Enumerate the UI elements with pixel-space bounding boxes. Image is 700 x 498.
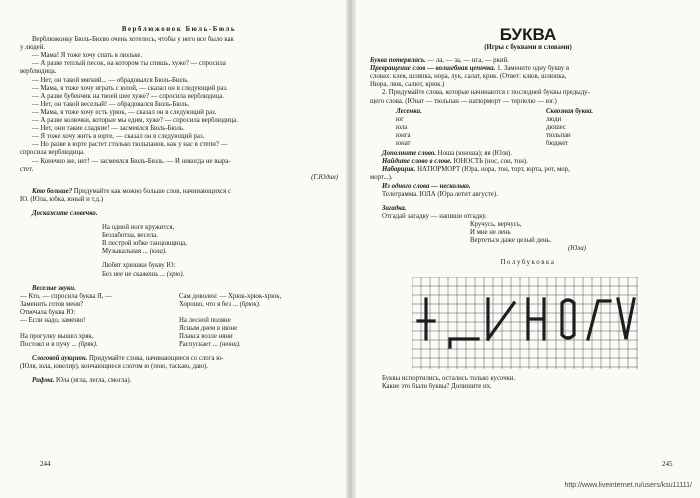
task-2-line: щего слова. (Юнат — тюльпан — натюрморт — терпелю — юг.) <box>370 97 557 105</box>
riddle-poem <box>370 221 686 253</box>
poem-line: Распускает ... <box>179 341 220 349</box>
poem-line: Сам доволен: — Хрюк-хрюк-хрюк, <box>179 292 282 300</box>
auction-text: Придумайте слова, начинающиеся со слога ю- <box>87 355 224 363</box>
story-line: верблюдица. <box>20 68 57 76</box>
through-letter-word: дюшес <box>546 123 566 131</box>
lost-letter-title: Буква потерялась. <box>370 57 426 65</box>
word-in-word-title: Найдите слово в слове. <box>382 158 452 166</box>
through-letter-word: бюджет <box>546 140 569 148</box>
story-text <box>20 36 338 174</box>
poem-answer: (юла). <box>149 248 167 256</box>
right-page <box>370 14 686 392</box>
task-2-line: 2. Придумайте слова, которые начинаются с последней буквы предыду- <box>382 89 590 97</box>
letter-fragment <box>618 299 634 339</box>
complete-word-text: Ноша (юноша); яя (Юля). <box>435 150 512 158</box>
complete-word-block <box>370 150 686 158</box>
story-line: — Нет, они такие сладкие! — засмеялся Бюль-Бюль. <box>32 125 185 133</box>
poem-line: Ясным днем в июне <box>179 325 238 332</box>
who-more-text-2: Ю. (Юла, юбка, юный и т.д.) <box>20 195 104 203</box>
page-number-left: 244 <box>40 460 51 468</box>
poem-line: На одной ноге кружится, <box>102 224 175 232</box>
poem-line: Плакса возле няни <box>179 333 233 341</box>
letter-fragment <box>450 339 478 347</box>
fragments-text: Буквы испортились, остались только кусочки. <box>382 375 516 383</box>
half-letters-title: Полубуковка <box>500 259 556 267</box>
lost-letter-text: — ла, — за, — ига, — ркий. <box>425 57 509 65</box>
lost-letter-block <box>370 57 686 65</box>
story-line: — Нет, он такой веселый! — обрадовался Бюль-Бюль. <box>32 100 190 108</box>
poem-answer: (брюк). <box>239 300 261 308</box>
chapter-subtitle: (Игры с буквами и словами) <box>484 44 572 51</box>
through-letter-word: люди <box>546 115 562 123</box>
ladder-word: юг <box>396 115 404 123</box>
poem-line: Вертеться даже целый день. <box>470 237 552 245</box>
many-words-title: Из одного слова — несколько. <box>382 182 471 190</box>
poem-line: Постоял и в пучу ... <box>20 341 79 349</box>
poem-line: — Кто, — спросила буква Я, — <box>20 292 112 300</box>
poem-line: Кручусь, верчусь, <box>470 220 522 228</box>
poem-line: Заменить готов меня? <box>20 300 83 308</box>
poem-answer: (нюни). <box>219 341 241 349</box>
poem-line: Без нее не скажешь ... <box>102 270 167 278</box>
rhyme-title: Рифма. <box>32 377 55 385</box>
story-line: — Нет, он такой мягкий... — обрадовался Бюль-Бюль. <box>32 76 189 84</box>
poem-line: На прогулку вышел хряк, <box>20 333 94 341</box>
poem-answer: (хрю). <box>166 270 185 278</box>
finish-word-title: Доскажите словечко. <box>32 209 98 217</box>
source-watermark: http://www.liveinternet.ru/users/ksu11111/ <box>564 482 692 489</box>
fun-sounds-right <box>179 293 338 350</box>
chapter-title: БУКВА <box>499 25 557 44</box>
letter-fragment <box>562 300 574 338</box>
ladder-word: юла <box>396 123 408 131</box>
riddle-title: Загадка. <box>382 204 407 212</box>
story-line: — А разве теплый песок, на котором ты спишь, хуже? — спросила <box>32 60 226 68</box>
auction-block <box>20 355 338 363</box>
fun-sounds-title: Веселые звуки. <box>32 284 76 292</box>
story-line: — Я тоже хочу жить в юрте, — сказал он в следующий раз. <box>32 133 205 141</box>
fragments-question: Какие это были буквы? Допишите их. <box>382 383 492 391</box>
page-number-right: 245 <box>662 460 673 468</box>
story-line: у людей. <box>20 44 46 52</box>
poem-line: — Если надо, заменю! <box>20 317 86 324</box>
poem-line: На лесной поляне <box>179 316 231 324</box>
through-letter-word: тюльпан <box>546 131 571 139</box>
story-line: стет. <box>20 165 34 173</box>
story-line: — А разве бубенчик на твоей шее хуже? — спросила верблюдица. <box>32 92 225 100</box>
story-line: — Мама, я тоже хочу есть урюк, — сказал он в следующий раз. <box>32 108 217 116</box>
who-more-block <box>20 188 338 196</box>
who-more-title: Кто больше? <box>32 187 73 195</box>
poem-line: В пестрой юбке танцовщица, <box>102 240 187 248</box>
story-author: (Г.Юдин) <box>311 173 338 181</box>
riddle-intro: Отгадай загадку — напиши отгадку. <box>382 212 487 220</box>
riddle-poem-1 <box>20 224 338 256</box>
story-title: Верблюжонок Бюль-Бюль <box>121 26 237 33</box>
word-columns <box>384 108 686 148</box>
chain-block <box>370 65 686 73</box>
through-letter-column <box>534 108 684 148</box>
chain-line: словах: клея, шляпка, нора, лук, салат, крик. (Ответ: клюв, шлюпка, <box>370 73 567 81</box>
story-line: спросила верблюдица. <box>20 149 85 157</box>
book-gutter <box>346 0 356 498</box>
word-in-word-block <box>370 158 686 166</box>
chain-title: Превращение слов — волшебная цепочка. <box>370 65 496 73</box>
poem-answer: (бряк). <box>78 341 98 349</box>
fun-sounds-left <box>20 293 179 350</box>
story-line: — Мама, я тоже хочу играть с юлой, — сказал он в следующий раз. <box>32 84 228 92</box>
chain-text: 1. Замените одну букву в <box>495 65 570 73</box>
telegram-text: Телеграмма. ЮЛА (Юра летит августе). <box>382 190 498 198</box>
poem-line: Беззаботна, весела. <box>102 232 158 240</box>
typesetter-title: Наборщик. <box>382 166 416 174</box>
auction-title: Слоговой аукцион. <box>32 355 88 363</box>
typesetter-block <box>370 166 686 174</box>
chain-line: Нюра, люк, салют, крюк.) <box>370 81 445 89</box>
rhyme-block <box>20 377 338 385</box>
letter-fragments-figure <box>412 277 638 369</box>
ladder-column <box>384 108 534 148</box>
ladder-word: юнга <box>396 131 411 139</box>
story-line: — Мама! Я тоже хочу спать в люльке. <box>32 52 143 60</box>
story-line: — Конечно же, нет! — засмеялся Бюль-Бюль. — И никогда не выра- <box>32 157 231 165</box>
story-line: Верблюжонку Бюль-Бюлю очень хотелось, чтобы у него все было как <box>32 36 234 44</box>
poem-line: Любят хрюшки букву Ю: <box>102 262 176 270</box>
poem-line: Музыкальная ... <box>102 248 150 256</box>
fun-sounds-poems <box>20 293 338 350</box>
who-more-text: Придумайте как можно больше слов, начинающихся с <box>72 187 232 195</box>
poem-line: Хорошо, что я без ... <box>179 300 240 308</box>
letter-fragment <box>528 299 544 339</box>
rhyme-text: Юла (игла, легла, смогла). <box>54 377 132 385</box>
ladder-word: юнат <box>396 140 411 148</box>
story-line: — Но разве в юрте растет столько тюльпанов, как у нас в степи? — <box>32 141 228 149</box>
half-letters-grid <box>412 277 638 369</box>
poem-line: И мне не лень <box>470 228 511 236</box>
letter-fragment <box>588 301 610 339</box>
riddle-poem-2 <box>20 262 338 278</box>
story-line: — А разве колючки, которые мы едим, хуже? — спросила верблюдица. <box>32 117 238 125</box>
typesetter-text-2: морт...). <box>370 174 393 182</box>
riddle-answer: (Юла) <box>568 245 586 253</box>
typesetter-text: НАТЮРМОРТ (Юра, нора, тон, торт, юрта, рот, мор, <box>415 166 570 174</box>
letter-fragment <box>488 299 514 339</box>
poem-line: Отвечала буква Ю: <box>20 308 76 316</box>
left-page <box>20 26 338 386</box>
complete-word-title: Дополните слово. <box>382 150 436 158</box>
auction-text-2: (Юля, юла, ювелир), кончающиеся слогом ю (пою, таскаю, даю). <box>20 363 209 371</box>
through-letter-title: Сквозная буква. <box>546 107 594 115</box>
word-in-word-text: ЮНОСТЬ (нос, сон, тон). <box>451 158 528 166</box>
ladder-title: Лесенка. <box>396 107 422 115</box>
